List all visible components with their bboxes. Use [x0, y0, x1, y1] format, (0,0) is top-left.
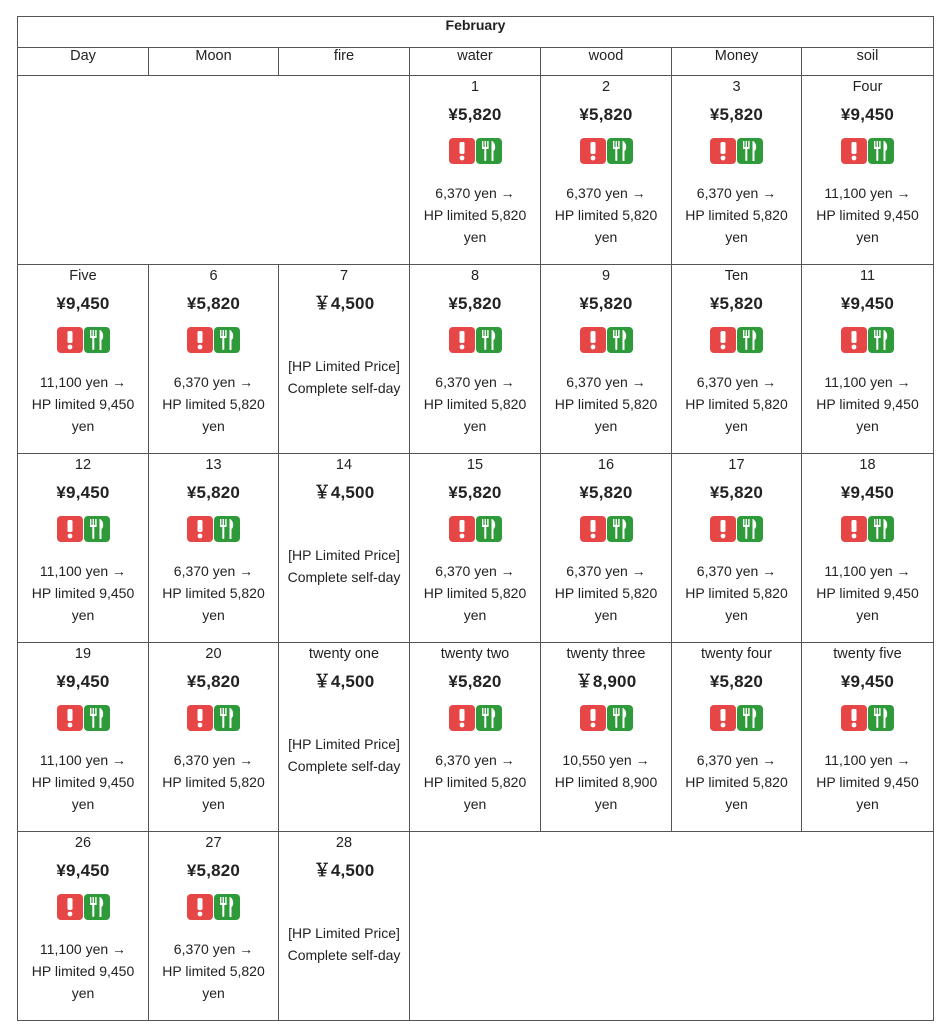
original-price: 11,100 yen →: [39, 752, 127, 768]
price-note: [802, 182, 933, 248]
plan-icons: [149, 327, 278, 357]
price-unit: yen: [594, 607, 618, 623]
original-price: 11,100 yen →: [824, 185, 911, 201]
day-number: 1: [470, 79, 480, 95]
day-cell: [18, 832, 149, 1021]
utensils-icon: [214, 894, 240, 920]
day-number: twenty two: [440, 646, 510, 662]
price-unit: yen: [463, 418, 487, 434]
day-number: 6: [209, 268, 218, 284]
price-note: [18, 749, 148, 815]
original-price: 6,370 yen →: [696, 752, 777, 768]
original-price: 11,100 yen →: [824, 374, 911, 390]
hp-limited-price: HP limited 5,820: [554, 585, 658, 601]
day-cell: [18, 643, 149, 832]
hp-limited-price: HP limited 5,820: [423, 207, 527, 223]
utensils-icon: [214, 705, 240, 731]
price: ¥5,820: [448, 294, 502, 313]
price: ¥5,820: [448, 672, 502, 691]
utensils-icon: [737, 705, 763, 731]
day-number: 13: [205, 457, 222, 473]
day-number: 7: [339, 268, 349, 284]
price: ¥9,450: [56, 294, 110, 313]
day-cell: [802, 643, 934, 832]
day-cell: [18, 454, 149, 643]
price-note: [672, 560, 801, 626]
hp-limited-price: HP limited 5,820: [162, 774, 265, 790]
original-price: 6,370 yen →: [566, 185, 646, 201]
price-note: [672, 749, 801, 815]
empty-cell: [18, 76, 410, 265]
price: ￥4,500: [313, 294, 375, 313]
price-note: [410, 560, 540, 626]
original-price: 6,370 yen →: [696, 374, 777, 390]
day-number: 20: [205, 646, 222, 662]
day-cell: [541, 454, 672, 643]
day-cell: [541, 265, 672, 454]
plan-icons: [410, 516, 540, 546]
utensils-icon: [607, 327, 633, 353]
day-cell: [410, 643, 541, 832]
plan-icons: [149, 894, 278, 924]
price-unit: yen: [725, 418, 748, 434]
day-cell: [279, 454, 410, 643]
price: ¥5,820: [579, 294, 633, 313]
hp-limited-price: HP limited 5,820: [162, 963, 265, 979]
day-cell: [279, 643, 410, 832]
limited-price-label: [HP Limited Price]: [288, 358, 400, 374]
alert-icon: [449, 327, 475, 353]
plan-icons: [541, 327, 671, 357]
day-number: 9: [601, 268, 611, 284]
day-number: Five: [69, 268, 97, 284]
alert-icon: [187, 516, 213, 542]
plan-icons: [18, 705, 148, 735]
original-price: 6,370 yen →: [173, 941, 254, 957]
price-unit: yen: [202, 607, 225, 623]
original-price: 11,100 yen →: [39, 374, 127, 390]
weekday-header: fire: [279, 48, 410, 76]
alert-icon: [710, 327, 736, 353]
plan-name: Complete self-day: [287, 758, 401, 774]
day-number: Four: [852, 79, 883, 95]
weekday-header: Money: [672, 48, 802, 76]
utensils-icon: [476, 138, 502, 164]
price: ¥5,820: [709, 294, 764, 313]
utensils-icon: [607, 705, 633, 731]
day-number: 2: [601, 79, 611, 95]
day-cell: [149, 454, 279, 643]
hp-limited-price: HP limited 5,820: [423, 585, 527, 601]
day-cell: [149, 265, 279, 454]
day-number: 12: [74, 457, 92, 473]
plan-icons: [410, 327, 540, 357]
price-unit: yen: [202, 796, 225, 812]
price-unit: yen: [725, 796, 748, 812]
price-note: [541, 749, 671, 815]
limited-price-label: [HP Limited Price]: [288, 925, 400, 941]
week-row: [18, 265, 934, 454]
utensils-icon: [737, 516, 763, 542]
hp-limited-price: HP limited 5,820: [685, 396, 788, 412]
alert-icon: [580, 516, 606, 542]
utensils-icon: [476, 327, 502, 353]
price-unit: yen: [725, 607, 748, 623]
day-cell: [410, 265, 541, 454]
price-unit: yen: [71, 418, 95, 434]
alert-icon: [57, 705, 83, 731]
hp-limited-price: HP limited 5,820: [162, 585, 265, 601]
utensils-icon: [84, 894, 110, 920]
hp-limited-price: HP limited 5,820: [423, 396, 527, 412]
alert-icon: [449, 138, 475, 164]
price: ¥9,450: [56, 861, 110, 880]
price: ￥4,500: [313, 861, 375, 880]
original-price: 6,370 yen →: [435, 563, 515, 579]
price-unit: yen: [856, 418, 879, 434]
day-number: twenty four: [701, 646, 772, 662]
day-cell: [672, 265, 802, 454]
hp-limited-price: HP limited 5,820: [423, 774, 527, 790]
price-note: [18, 371, 148, 437]
alert-icon: [580, 327, 606, 353]
day-cell: [672, 76, 802, 265]
day-cell: [18, 265, 149, 454]
alert-icon: [449, 705, 475, 731]
weekday-header: Moon: [149, 48, 279, 76]
week-row: [18, 832, 934, 1021]
day-cell: [541, 76, 672, 265]
weekday-header: wood: [541, 48, 672, 76]
plan-icons: [18, 516, 148, 546]
alert-icon: [187, 705, 213, 731]
day-number: Ten: [724, 268, 749, 284]
original-price: 11,100 yen →: [824, 752, 911, 768]
weekday-header: water: [410, 48, 541, 76]
price-unit: yen: [463, 607, 487, 623]
alert-icon: [710, 516, 736, 542]
price-unit: yen: [856, 229, 879, 245]
price-note: [802, 749, 933, 815]
hp-limited-price: HP limited 8,900: [554, 774, 658, 790]
price-note: [802, 560, 933, 626]
week-row: [18, 643, 934, 832]
day-cell: [410, 76, 541, 265]
day-cell: [802, 454, 934, 643]
price-unit: yen: [71, 985, 95, 1001]
plan-icons: [672, 705, 801, 735]
utensils-icon: [737, 327, 763, 353]
alert-icon: [449, 516, 475, 542]
day-number: 3: [732, 79, 741, 95]
utensils-icon: [868, 516, 894, 542]
alert-icon: [841, 705, 867, 731]
original-price: 6,370 yen →: [173, 563, 254, 579]
original-price: 6,370 yen →: [696, 563, 777, 579]
price-note: [18, 938, 148, 1004]
price-unit: yen: [71, 796, 95, 812]
price-note: [410, 749, 540, 815]
plan-icons: [802, 705, 933, 735]
hp-limited-price: HP limited 9,450: [816, 585, 919, 601]
alert-icon: [580, 705, 606, 731]
original-price: 6,370 yen →: [696, 185, 777, 201]
original-price: 11,100 yen →: [824, 563, 911, 579]
price-note: [410, 182, 540, 248]
weekday-header: Day: [18, 48, 149, 76]
price-note: [149, 938, 278, 1004]
price: ¥5,820: [448, 105, 502, 124]
price-unit: yen: [594, 229, 618, 245]
price: ¥5,820: [709, 483, 764, 502]
day-number: twenty one: [308, 646, 380, 662]
price: ¥5,820: [186, 294, 241, 313]
price-note: [541, 560, 671, 626]
price-note: [802, 371, 933, 437]
utensils-icon: [84, 327, 110, 353]
day-cell: [410, 454, 541, 643]
day-number: twenty three: [566, 646, 646, 662]
price-note: [149, 371, 278, 437]
day-number: 11: [859, 268, 876, 284]
day-number: 18: [859, 457, 876, 473]
price: ¥9,450: [840, 294, 895, 313]
original-price: 6,370 yen →: [435, 374, 515, 390]
plan-icons: [672, 327, 801, 357]
hp-limited-price: HP limited 5,820: [162, 396, 265, 412]
day-cell: [802, 265, 934, 454]
price-note: [149, 749, 278, 815]
day-number: 8: [470, 268, 480, 284]
plan-icons: [541, 705, 671, 735]
day-cell: [541, 643, 672, 832]
price-unit: yen: [463, 229, 487, 245]
price: ￥8,900: [575, 672, 637, 691]
alert-icon: [841, 327, 867, 353]
original-price: 11,100 yen →: [39, 563, 127, 579]
price-unit: yen: [725, 229, 748, 245]
price: ¥9,450: [56, 672, 110, 691]
hp-limited-price: HP limited 9,450: [31, 585, 135, 601]
price: ¥9,450: [840, 672, 895, 691]
day-number: 15: [466, 457, 484, 473]
day-cell: [672, 643, 802, 832]
price-unit: yen: [202, 418, 225, 434]
hp-limited-price: HP limited 9,450: [816, 207, 919, 223]
day-number: 26: [74, 835, 92, 851]
price: ¥5,820: [709, 105, 764, 124]
price: ¥5,820: [186, 672, 241, 691]
utensils-icon: [214, 516, 240, 542]
price: ¥9,450: [56, 483, 110, 502]
original-price: 11,100 yen →: [39, 941, 127, 957]
hp-limited-price: HP limited 9,450: [31, 963, 135, 979]
price-unit: yen: [856, 607, 879, 623]
day-cell: [802, 76, 934, 265]
week-row: [18, 76, 934, 265]
original-price: 6,370 yen →: [173, 374, 254, 390]
price-unit: yen: [71, 607, 95, 623]
alert-icon: [57, 516, 83, 542]
price-unit: yen: [594, 796, 618, 812]
original-price: 6,370 yen →: [566, 374, 646, 390]
day-number: 28: [335, 835, 353, 851]
alert-icon: [710, 705, 736, 731]
plan-name: Complete self-day: [287, 380, 401, 396]
price: ¥5,820: [186, 483, 241, 502]
original-price: 6,370 yen →: [566, 563, 646, 579]
utensils-icon: [868, 327, 894, 353]
day-number: 27: [205, 835, 222, 851]
day-cell: [279, 832, 410, 1021]
day-cell: [279, 265, 410, 454]
price-unit: yen: [202, 985, 225, 1001]
original-price: 10,550 yen →: [562, 752, 650, 768]
empty-cell: [410, 832, 934, 1021]
plan-icons: [541, 516, 671, 546]
alert-icon: [841, 138, 867, 164]
day-cell: [149, 832, 279, 1021]
hp-limited-price: HP limited 5,820: [685, 207, 788, 223]
month-title: February: [18, 17, 934, 48]
price-note: [18, 560, 148, 626]
utensils-icon: [214, 327, 240, 353]
alert-icon: [710, 138, 736, 164]
price: ¥5,820: [579, 105, 633, 124]
price-unit: yen: [594, 418, 618, 434]
plan-icons: [18, 894, 148, 924]
hp-limited-price: HP limited 9,450: [816, 396, 919, 412]
hp-limited-price: HP limited 5,820: [685, 585, 788, 601]
price-unit: yen: [856, 796, 879, 812]
hp-limited-price: HP limited 5,820: [554, 207, 658, 223]
price: ¥9,450: [840, 483, 895, 502]
limited-price-label: [HP Limited Price]: [288, 736, 400, 752]
utensils-icon: [476, 516, 502, 542]
alert-icon: [57, 327, 83, 353]
hp-limited-price: HP limited 9,450: [31, 396, 135, 412]
day-number: 19: [74, 646, 92, 662]
plan-icons: [672, 516, 801, 546]
price-note: [541, 182, 671, 248]
price-unit: yen: [463, 796, 487, 812]
day-number: 17: [728, 457, 745, 473]
limited-price-label: [HP Limited Price]: [288, 547, 400, 563]
price: ¥5,820: [186, 861, 241, 880]
utensils-icon: [607, 516, 633, 542]
weekday-header: soil: [802, 48, 934, 76]
plan-icons: [149, 516, 278, 546]
price: ¥5,820: [709, 672, 764, 691]
price: ¥5,820: [579, 483, 633, 502]
alert-icon: [57, 894, 83, 920]
hp-limited-price: HP limited 5,820: [685, 774, 788, 790]
day-number: twenty five: [833, 646, 902, 662]
day-cell: [672, 454, 802, 643]
plan-icons: [541, 138, 671, 168]
utensils-icon: [737, 138, 763, 164]
price-note: [672, 371, 801, 437]
alert-icon: [580, 138, 606, 164]
utensils-icon: [84, 516, 110, 542]
original-price: 6,370 yen →: [435, 185, 515, 201]
hp-limited-price: HP limited 9,450: [31, 774, 135, 790]
hp-limited-price: HP limited 9,450: [816, 774, 919, 790]
utensils-icon: [868, 138, 894, 164]
plan-icons: [149, 705, 278, 735]
plan-icons: [802, 516, 933, 546]
price: ￥4,500: [313, 672, 375, 691]
plan-name: Complete self-day: [287, 947, 401, 963]
price: ¥9,450: [840, 105, 895, 124]
utensils-icon: [607, 138, 633, 164]
price: ￥4,500: [313, 483, 375, 502]
plan-icons: [802, 327, 933, 357]
plan-name: Complete self-day: [287, 569, 401, 585]
price-note: [672, 182, 801, 248]
plan-icons: [672, 138, 801, 168]
plan-icons: [410, 705, 540, 735]
price-note: [410, 371, 540, 437]
day-number: 16: [597, 457, 615, 473]
price-note: [541, 371, 671, 437]
alert-icon: [841, 516, 867, 542]
february-calendar: [17, 16, 934, 1021]
price: ¥5,820: [448, 483, 502, 502]
alert-icon: [187, 327, 213, 353]
hp-limited-price: HP limited 5,820: [554, 396, 658, 412]
original-price: 6,370 yen →: [173, 752, 254, 768]
utensils-icon: [868, 705, 894, 731]
original-price: 6,370 yen →: [435, 752, 515, 768]
week-row: [18, 454, 934, 643]
plan-icons: [410, 138, 540, 168]
price-note: [149, 560, 278, 626]
day-cell: [149, 643, 279, 832]
alert-icon: [187, 894, 213, 920]
utensils-icon: [476, 705, 502, 731]
plan-icons: [18, 327, 148, 357]
day-number: 14: [335, 457, 353, 473]
plan-icons: [802, 138, 933, 168]
utensils-icon: [84, 705, 110, 731]
